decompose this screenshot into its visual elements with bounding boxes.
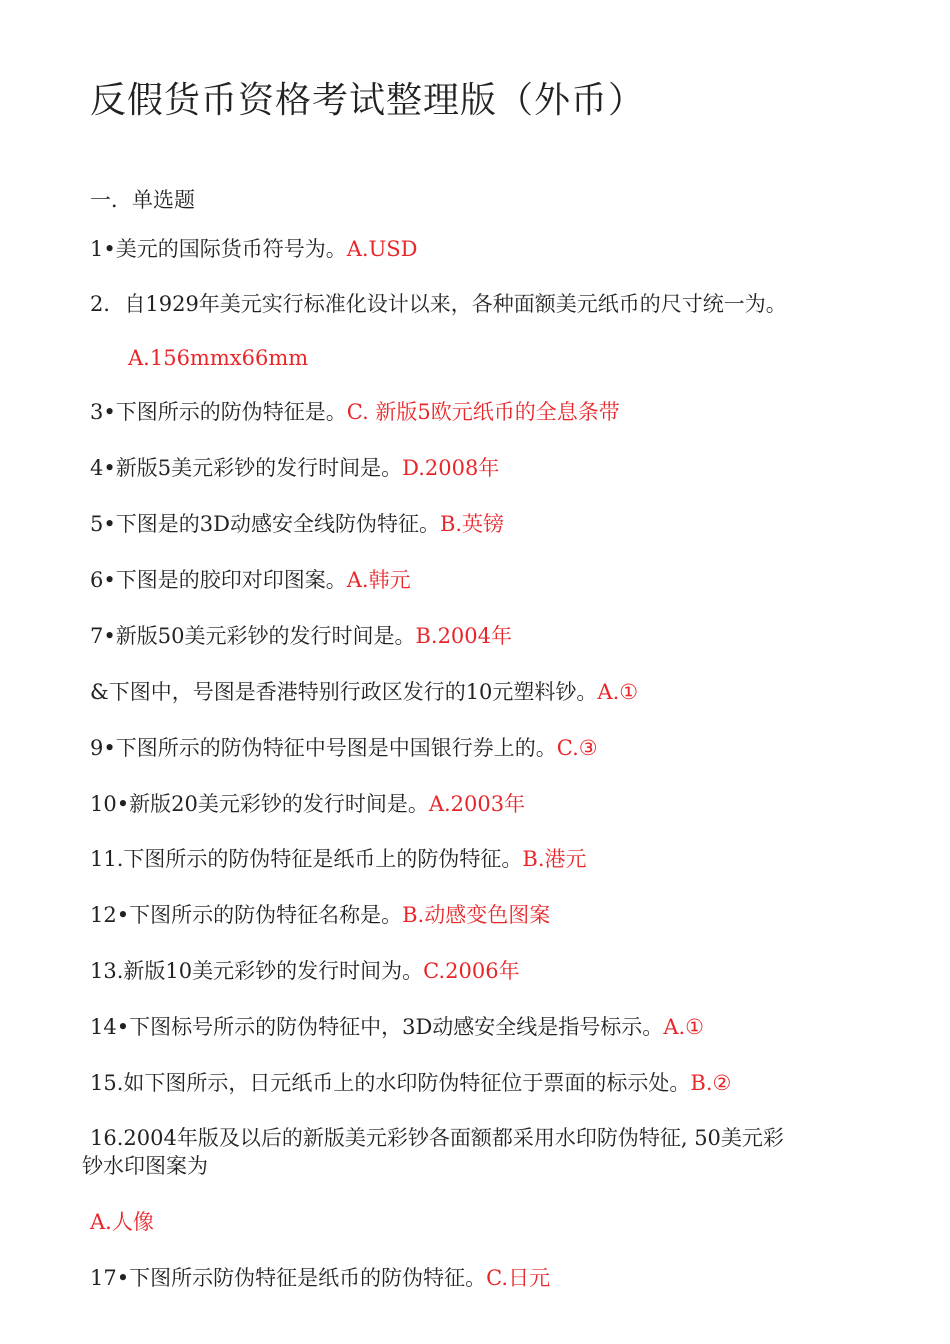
question-7	[90, 622, 512, 650]
answer-16: A.人像	[90, 1210, 154, 1234]
question-text: 6•下图是的胶印对印图案。	[90, 568, 347, 592]
question-15	[90, 1069, 731, 1097]
question-text: 7•新版50美元彩钞的发行时间是。	[90, 624, 416, 648]
question-3	[90, 398, 620, 426]
answer-text: A.2003年	[428, 792, 526, 816]
question-text: 11.下图所示的防伪特征是纸币上的防伪特征。	[90, 847, 523, 871]
question-11	[90, 845, 587, 873]
question-text: 12•下图所示的防伪特征名称是。	[90, 903, 403, 927]
answer-text: C.③	[556, 736, 598, 760]
question-2	[90, 290, 787, 318]
question-16-line-2: 钞水印图案为	[82, 1154, 208, 1178]
answer-text: A.①	[597, 680, 639, 704]
question-text: 5•下图是的3D动感安全线防伪特征。	[90, 512, 440, 536]
question-text: 9•下图所示的防伪特征中号图是中国银行券上的。	[90, 736, 557, 760]
question-8	[90, 678, 638, 706]
question-text: 14•下图标号所示的防伪特征中，3D动感安全线是指号标示。	[90, 1015, 664, 1039]
question-text: 2．自1929年美元实行标准化设计以来，各种面额美元纸币的尺寸统一为。	[90, 292, 787, 316]
question-10	[90, 790, 525, 818]
question-text: 17•下图所示防伪特征是纸币的防伪特征。	[90, 1266, 487, 1290]
question-text: 1•美元的国际货币符号为。	[90, 237, 347, 261]
question-4	[90, 454, 499, 482]
answer-text: B.英镑	[439, 512, 505, 536]
question-12	[90, 901, 550, 929]
question-1	[90, 235, 418, 263]
question-text: 10•新版20美元彩钞的发行时间是。	[90, 792, 429, 816]
question-17	[90, 1264, 550, 1292]
answer-text: C.日元	[486, 1266, 551, 1290]
answer-text: A.韩元	[346, 568, 411, 592]
question-9	[90, 734, 598, 762]
answer-text: B.2004年	[415, 624, 513, 648]
question-text: 15.如下图所示，日元纸币上的水印防伪特征位于票面的标示处。	[90, 1071, 691, 1095]
question-text: 4•新版5美元彩钞的发行时间是。	[90, 456, 403, 480]
question-text: 3•下图所示的防伪特征是。	[90, 400, 347, 424]
answer-text: C.2006年	[423, 959, 520, 983]
section-heading: 一．单选题	[90, 188, 195, 212]
question-5	[90, 510, 504, 538]
answer-2: A.156mmx66mm	[128, 346, 309, 370]
answer-text: A.USD	[346, 237, 418, 261]
question-text: 13.新版10美元彩钞的发行时间为。	[90, 959, 424, 983]
document-title: 反假货币资格考试整理版（外币）	[90, 80, 646, 121]
question-text: &下图中，号图是香港特别行政区发行的10元塑料钞。	[90, 680, 598, 704]
answer-text: D.2008年	[402, 456, 500, 480]
answer-text: A.①	[663, 1015, 704, 1039]
question-13	[90, 957, 520, 985]
answer-text: B.动感变色图案	[402, 903, 551, 927]
question-14	[90, 1013, 704, 1041]
answer-text: B.港元	[522, 847, 587, 871]
question-16-line-1: 16.2004年版及以后的新版美元彩钞各面额都采用水印防伪特征, 50美元彩	[90, 1126, 784, 1150]
answer-text: B.②	[690, 1071, 732, 1095]
question-6	[90, 566, 411, 594]
answer-text: C. 新版5欧元纸币的全息条带	[346, 400, 620, 424]
